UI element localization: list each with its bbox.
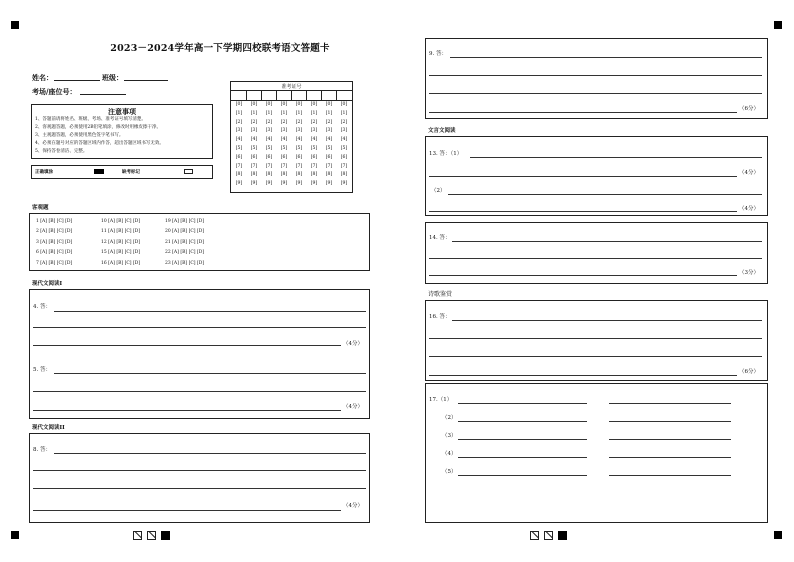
hatch-mark xyxy=(147,531,156,540)
exam-number-column xyxy=(234,101,244,189)
q17-label-3: （3） xyxy=(442,433,457,439)
answer-box-q4-q5 xyxy=(29,289,370,419)
section-objective-title: 客观题 xyxy=(32,205,49,211)
q4-answer-line[interactable] xyxy=(54,311,366,312)
q8-answer-line[interactable] xyxy=(33,488,366,489)
q13-sub2-label: （2） xyxy=(431,188,446,194)
exam-digit-bubble[interactable]: [3] xyxy=(310,128,318,134)
exam-digit-bubble[interactable]: [5] xyxy=(325,145,333,151)
exam-digit-bubble[interactable]: [5] xyxy=(340,145,348,151)
q9-answer-line[interactable] xyxy=(429,112,737,113)
exam-digit-bubble[interactable]: [1] xyxy=(340,110,348,116)
exam-digit-bubble[interactable]: [7] xyxy=(310,163,318,169)
exam-digit-bubble[interactable]: [6] xyxy=(295,154,303,160)
exam-column-divider xyxy=(261,91,262,100)
class-field[interactable] xyxy=(124,80,168,81)
exam-column-divider xyxy=(276,91,277,100)
q17-label-2: （2） xyxy=(442,415,457,421)
notice-box xyxy=(31,104,213,159)
page-title: 2023－2024学年高一下学期四校联考语文答题卡 xyxy=(110,43,330,54)
exam-digit-bubble[interactable]: [6] xyxy=(265,154,273,160)
q8-score: （4分） xyxy=(343,503,363,509)
exam-digit-bubble[interactable]: [4] xyxy=(325,137,333,143)
name-field[interactable] xyxy=(54,80,100,81)
exam-digit-bubble[interactable]: [9] xyxy=(250,181,258,187)
hatch-mark xyxy=(530,531,539,540)
exam-digit-bubble[interactable]: [4] xyxy=(310,137,318,143)
q8-answer-line[interactable] xyxy=(33,510,341,511)
q13-score-1: （4分） xyxy=(739,170,759,176)
q16-answer-line[interactable] xyxy=(429,375,737,376)
objective-choice-row[interactable]: 12 [A] [B] [C] [D] xyxy=(101,239,141,245)
exam-digit-bubble[interactable]: [7] xyxy=(265,163,273,169)
q5-score: （4分） xyxy=(343,404,363,410)
q5-answer-line[interactable] xyxy=(33,410,341,411)
fill-example-box xyxy=(31,165,213,179)
corner-mark-bottom-right xyxy=(774,531,782,539)
q8-label: 8. 答： xyxy=(33,447,51,453)
name-label: 姓名： xyxy=(32,73,53,82)
q17-answer-line[interactable] xyxy=(609,475,731,476)
q9-label: 9. 答： xyxy=(429,51,447,57)
exam-digit-bubble[interactable]: [1] xyxy=(325,110,333,116)
q9-answer-line[interactable] xyxy=(429,75,762,76)
exam-number-column xyxy=(294,101,304,189)
room-seat-field[interactable] xyxy=(80,94,126,95)
exam-digit-bubble[interactable]: [0] xyxy=(235,102,243,107)
exam-digit-bubble[interactable]: [8] xyxy=(250,172,258,178)
exam-digit-bubble[interactable]: [9] xyxy=(295,181,303,187)
absent-mark-label: 缺考标记 xyxy=(122,170,140,175)
q17-label-4: （4） xyxy=(442,451,457,457)
q14-answer-line[interactable] xyxy=(429,258,762,259)
section-modern-reading-1: 现代文阅读I xyxy=(32,281,63,287)
hatch-mark xyxy=(133,531,142,540)
notice-title: 注意事项 xyxy=(108,107,136,116)
exam-digit-bubble[interactable]: [9] xyxy=(325,181,333,187)
objective-choice-row[interactable]: 15 [A] [B] [C] [D] xyxy=(101,250,141,256)
notice-line: 5、保持答卷清洁、完整。 xyxy=(35,149,88,154)
q17-answer-line[interactable] xyxy=(458,475,587,476)
answer-box-q8 xyxy=(29,433,370,523)
exam-column-divider xyxy=(306,91,307,100)
exam-digit-bubble[interactable]: [4] xyxy=(295,137,303,143)
exam-number-grid xyxy=(230,81,353,193)
q13-answer-line[interactable] xyxy=(429,211,737,212)
exam-digit-bubble[interactable]: [1] xyxy=(250,110,258,116)
exam-number-column xyxy=(279,101,289,189)
q14-label: 14. 答： xyxy=(429,235,451,241)
exam-digit-bubble[interactable]: [2] xyxy=(310,119,318,125)
exam-digit-bubble[interactable]: [8] xyxy=(235,172,243,178)
exam-digit-bubble[interactable]: [2] xyxy=(295,119,303,125)
correct-fill-sample xyxy=(94,169,104,174)
section-poetry: 诗歌鉴赏 xyxy=(428,291,453,298)
objective-choice-row[interactable]: 3 [A] [B] [C] [D] xyxy=(36,239,73,245)
exam-digit-bubble[interactable]: [9] xyxy=(235,181,243,187)
absent-mark-checkbox[interactable] xyxy=(184,169,193,174)
exam-number-column xyxy=(324,101,334,189)
exam-digit-bubble[interactable]: [4] xyxy=(340,137,348,143)
objective-choice-row[interactable]: 6 [A] [B] [C] [D] xyxy=(36,250,73,256)
exam-digit-bubble[interactable]: [2] xyxy=(325,119,333,125)
exam-digit-bubble[interactable]: [7] xyxy=(340,163,348,169)
exam-digit-bubble[interactable]: [5] xyxy=(235,145,243,151)
notice-line: 4、必须在题号对应的答题区域内作答，超出答题区域书写无效。 xyxy=(35,141,164,146)
exam-column-divider xyxy=(321,91,322,100)
q17-answer-line[interactable] xyxy=(458,439,587,440)
q17-label-1: 17.（1） xyxy=(429,397,453,403)
exam-digit-bubble[interactable]: [9] xyxy=(280,181,288,187)
hatch-mark xyxy=(544,531,553,540)
exam-digit-bubble[interactable]: [0] xyxy=(295,102,303,107)
exam-digit-bubble[interactable]: [3] xyxy=(280,128,288,134)
solid-mark xyxy=(161,531,170,540)
q9-answer-line[interactable] xyxy=(450,57,762,58)
exam-digit-bubble[interactable]: [9] xyxy=(340,181,348,187)
exam-digit-bubble[interactable]: [6] xyxy=(340,154,348,160)
q14-answer-line[interactable] xyxy=(429,275,737,276)
exam-digit-bubble[interactable]: [8] xyxy=(265,172,273,178)
objective-choice-row[interactable]: 16 [A] [B] [C] [D] xyxy=(101,260,141,266)
exam-digit-bubble[interactable]: [3] xyxy=(295,128,303,134)
objective-choice-row[interactable]: 20 [A] [B] [C] [D] xyxy=(165,229,205,235)
q14-score: （3分） xyxy=(739,270,759,276)
answer-box-q14 xyxy=(425,222,768,284)
section-modern-reading-2: 现代文阅读II xyxy=(32,425,65,431)
exam-number-column xyxy=(264,101,274,189)
exam-digit-bubble[interactable]: [3] xyxy=(325,128,333,134)
exam-digit-bubble[interactable]: [4] xyxy=(265,137,273,143)
exam-digit-bubble[interactable]: [8] xyxy=(340,172,348,178)
answer-box-q16 xyxy=(425,300,768,381)
exam-digit-bubble[interactable]: [0] xyxy=(265,102,273,107)
room-seat-label: 考场/座位号： xyxy=(32,87,77,96)
correct-fill-label: 正确填涂 xyxy=(35,170,53,175)
exam-digit-bubble[interactable]: [1] xyxy=(310,110,318,116)
answer-box-q9 xyxy=(425,38,768,119)
exam-column-divider xyxy=(246,91,247,100)
corner-mark-bottom-left xyxy=(11,531,19,539)
exam-digit-bubble[interactable]: [8] xyxy=(310,172,318,178)
exam-digit-bubble[interactable]: [0] xyxy=(325,102,333,107)
exam-digit-bubble[interactable]: [7] xyxy=(295,163,303,169)
exam-digit-bubble[interactable]: [6] xyxy=(280,154,288,160)
exam-digit-bubble[interactable]: [3] xyxy=(235,128,243,134)
objective-choice-row[interactable]: 1 [A] [B] [C] [D] xyxy=(36,219,73,224)
answer-box-q13 xyxy=(425,136,768,216)
class-label: 班级： xyxy=(102,73,123,82)
exam-digit-bubble[interactable]: [3] xyxy=(265,128,273,134)
exam-number-title: 准考证号 xyxy=(281,84,302,90)
exam-digit-bubble[interactable]: [0] xyxy=(250,102,258,107)
exam-digit-bubble[interactable]: [0] xyxy=(310,102,318,107)
objective-choice-row[interactable]: 19 [A] [B] [C] [D] xyxy=(165,219,205,224)
exam-digit-bubble[interactable]: [7] xyxy=(325,163,333,169)
section-classical-chinese: 文言文阅读 xyxy=(428,128,456,134)
q8-answer-line[interactable] xyxy=(33,470,366,471)
notice-line: 2、客观题答题，必须使用2B铅笔填涂，修改时用橡皮擦干净。 xyxy=(35,125,162,130)
answer-box-q17 xyxy=(425,383,768,523)
q17-label-5: （5） xyxy=(442,469,457,475)
q17-answer-line[interactable] xyxy=(609,421,731,422)
q13-answer-line[interactable] xyxy=(448,194,762,195)
q13-answer-line[interactable] xyxy=(470,157,762,158)
exam-digit-bubble[interactable]: [5] xyxy=(280,145,288,151)
corner-mark-top-left xyxy=(11,21,19,29)
exam-digit-bubble[interactable]: [9] xyxy=(265,181,273,187)
notice-line: 3、主观题答题，必须使用黑色签字笔书写。 xyxy=(35,133,124,138)
exam-digit-bubble[interactable]: [6] xyxy=(325,154,333,160)
objective-choice-row[interactable]: 2 [A] [B] [C] [D] xyxy=(36,229,73,235)
q16-score: （6分） xyxy=(739,369,759,375)
exam-digit-bubble[interactable]: [2] xyxy=(340,119,348,125)
exam-digit-bubble[interactable]: [6] xyxy=(250,154,258,160)
exam-digit-bubble[interactable]: [3] xyxy=(340,128,348,134)
exam-digit-bubble[interactable]: [0] xyxy=(340,102,348,107)
exam-digit-bubble[interactable]: [5] xyxy=(265,145,273,151)
q17-answer-line[interactable] xyxy=(458,457,587,458)
q13-label: 13. 答：（1） xyxy=(429,151,463,157)
q4-answer-line[interactable] xyxy=(33,327,366,328)
solid-mark xyxy=(558,531,567,540)
objective-choice-row[interactable]: 23 [A] [B] [C] [D] xyxy=(165,260,205,266)
exam-digit-bubble[interactable]: [2] xyxy=(250,119,258,125)
exam-digit-bubble[interactable]: [4] xyxy=(235,137,243,143)
objective-choice-row[interactable]: 21 [A] [B] [C] [D] xyxy=(165,239,205,245)
q9-answer-line[interactable] xyxy=(429,93,762,94)
q5-answer-line[interactable] xyxy=(33,391,366,392)
exam-digit-bubble[interactable]: [1] xyxy=(295,110,303,116)
exam-digit-bubble[interactable]: [7] xyxy=(235,163,243,169)
q14-answer-line[interactable] xyxy=(452,241,762,242)
exam-digit-bubble[interactable]: [5] xyxy=(310,145,318,151)
notice-line: 1、答题前请将姓名、班级、考场、准考证号填写清楚。 xyxy=(35,117,146,122)
q13-score-2: （4分） xyxy=(739,206,759,212)
objective-choice-row[interactable]: 7 [A] [B] [C] [D] xyxy=(36,260,73,266)
exam-digit-bubble[interactable]: [2] xyxy=(265,119,273,125)
objective-box xyxy=(29,213,370,271)
objective-choice-row[interactable]: 22 [A] [B] [C] [D] xyxy=(165,250,205,256)
exam-digit-bubble[interactable]: [1] xyxy=(280,110,288,116)
exam-digit-bubble[interactable]: [8] xyxy=(325,172,333,178)
exam-digit-bubble[interactable]: [5] xyxy=(295,145,303,151)
exam-digit-bubble[interactable]: [4] xyxy=(250,137,258,143)
q17-answer-line[interactable] xyxy=(609,439,731,440)
exam-digit-bubble[interactable]: [8] xyxy=(280,172,288,178)
exam-column-divider xyxy=(291,91,292,100)
q16-label: 16. 答： xyxy=(429,314,451,320)
q17-answer-line[interactable] xyxy=(609,403,731,404)
exam-digit-bubble[interactable]: [6] xyxy=(310,154,318,160)
exam-digit-bubble[interactable]: [0] xyxy=(280,102,288,107)
q4-answer-line[interactable] xyxy=(33,345,341,346)
q5-label: 5. 答： xyxy=(33,367,51,373)
exam-digit-bubble[interactable]: [8] xyxy=(295,172,303,178)
exam-digit-bubble[interactable]: [5] xyxy=(250,145,258,151)
q16-answer-line[interactable] xyxy=(452,320,762,321)
exam-digit-bubble[interactable]: [1] xyxy=(265,110,273,116)
q17-answer-line[interactable] xyxy=(609,457,731,458)
q9-score: （6分） xyxy=(739,106,759,112)
q4-label: 4. 答： xyxy=(33,304,51,310)
q13-answer-line[interactable] xyxy=(429,176,737,177)
corner-mark-top-right xyxy=(774,21,782,29)
exam-digit-bubble[interactable]: [7] xyxy=(250,163,258,169)
q4-score: （4分） xyxy=(343,341,363,347)
exam-number-column xyxy=(339,101,349,189)
exam-digit-bubble[interactable]: [7] xyxy=(280,163,288,169)
exam-digit-bubble[interactable]: [2] xyxy=(280,119,288,125)
exam-number-column xyxy=(249,101,259,189)
q17-answer-line[interactable] xyxy=(458,421,587,422)
exam-digit-bubble[interactable]: [2] xyxy=(235,119,243,125)
exam-digit-bubble[interactable]: [6] xyxy=(235,154,243,160)
exam-digit-bubble[interactable]: [9] xyxy=(310,181,318,187)
objective-choice-row[interactable]: 11 [A] [B] [C] [D] xyxy=(101,229,141,235)
q17-answer-line[interactable] xyxy=(458,403,587,404)
q16-answer-line[interactable] xyxy=(429,356,762,357)
exam-column-divider xyxy=(336,91,337,100)
q16-answer-line[interactable] xyxy=(429,338,762,339)
objective-choice-row[interactable]: 10 [A] [B] [C] [D] xyxy=(101,219,141,224)
exam-number-column xyxy=(309,101,319,189)
exam-digit-bubble[interactable]: [1] xyxy=(235,110,243,116)
q5-answer-line[interactable] xyxy=(54,373,366,374)
q8-answer-line[interactable] xyxy=(54,453,366,454)
exam-digit-bubble[interactable]: [3] xyxy=(250,128,258,134)
exam-digit-bubble[interactable]: [4] xyxy=(280,137,288,143)
